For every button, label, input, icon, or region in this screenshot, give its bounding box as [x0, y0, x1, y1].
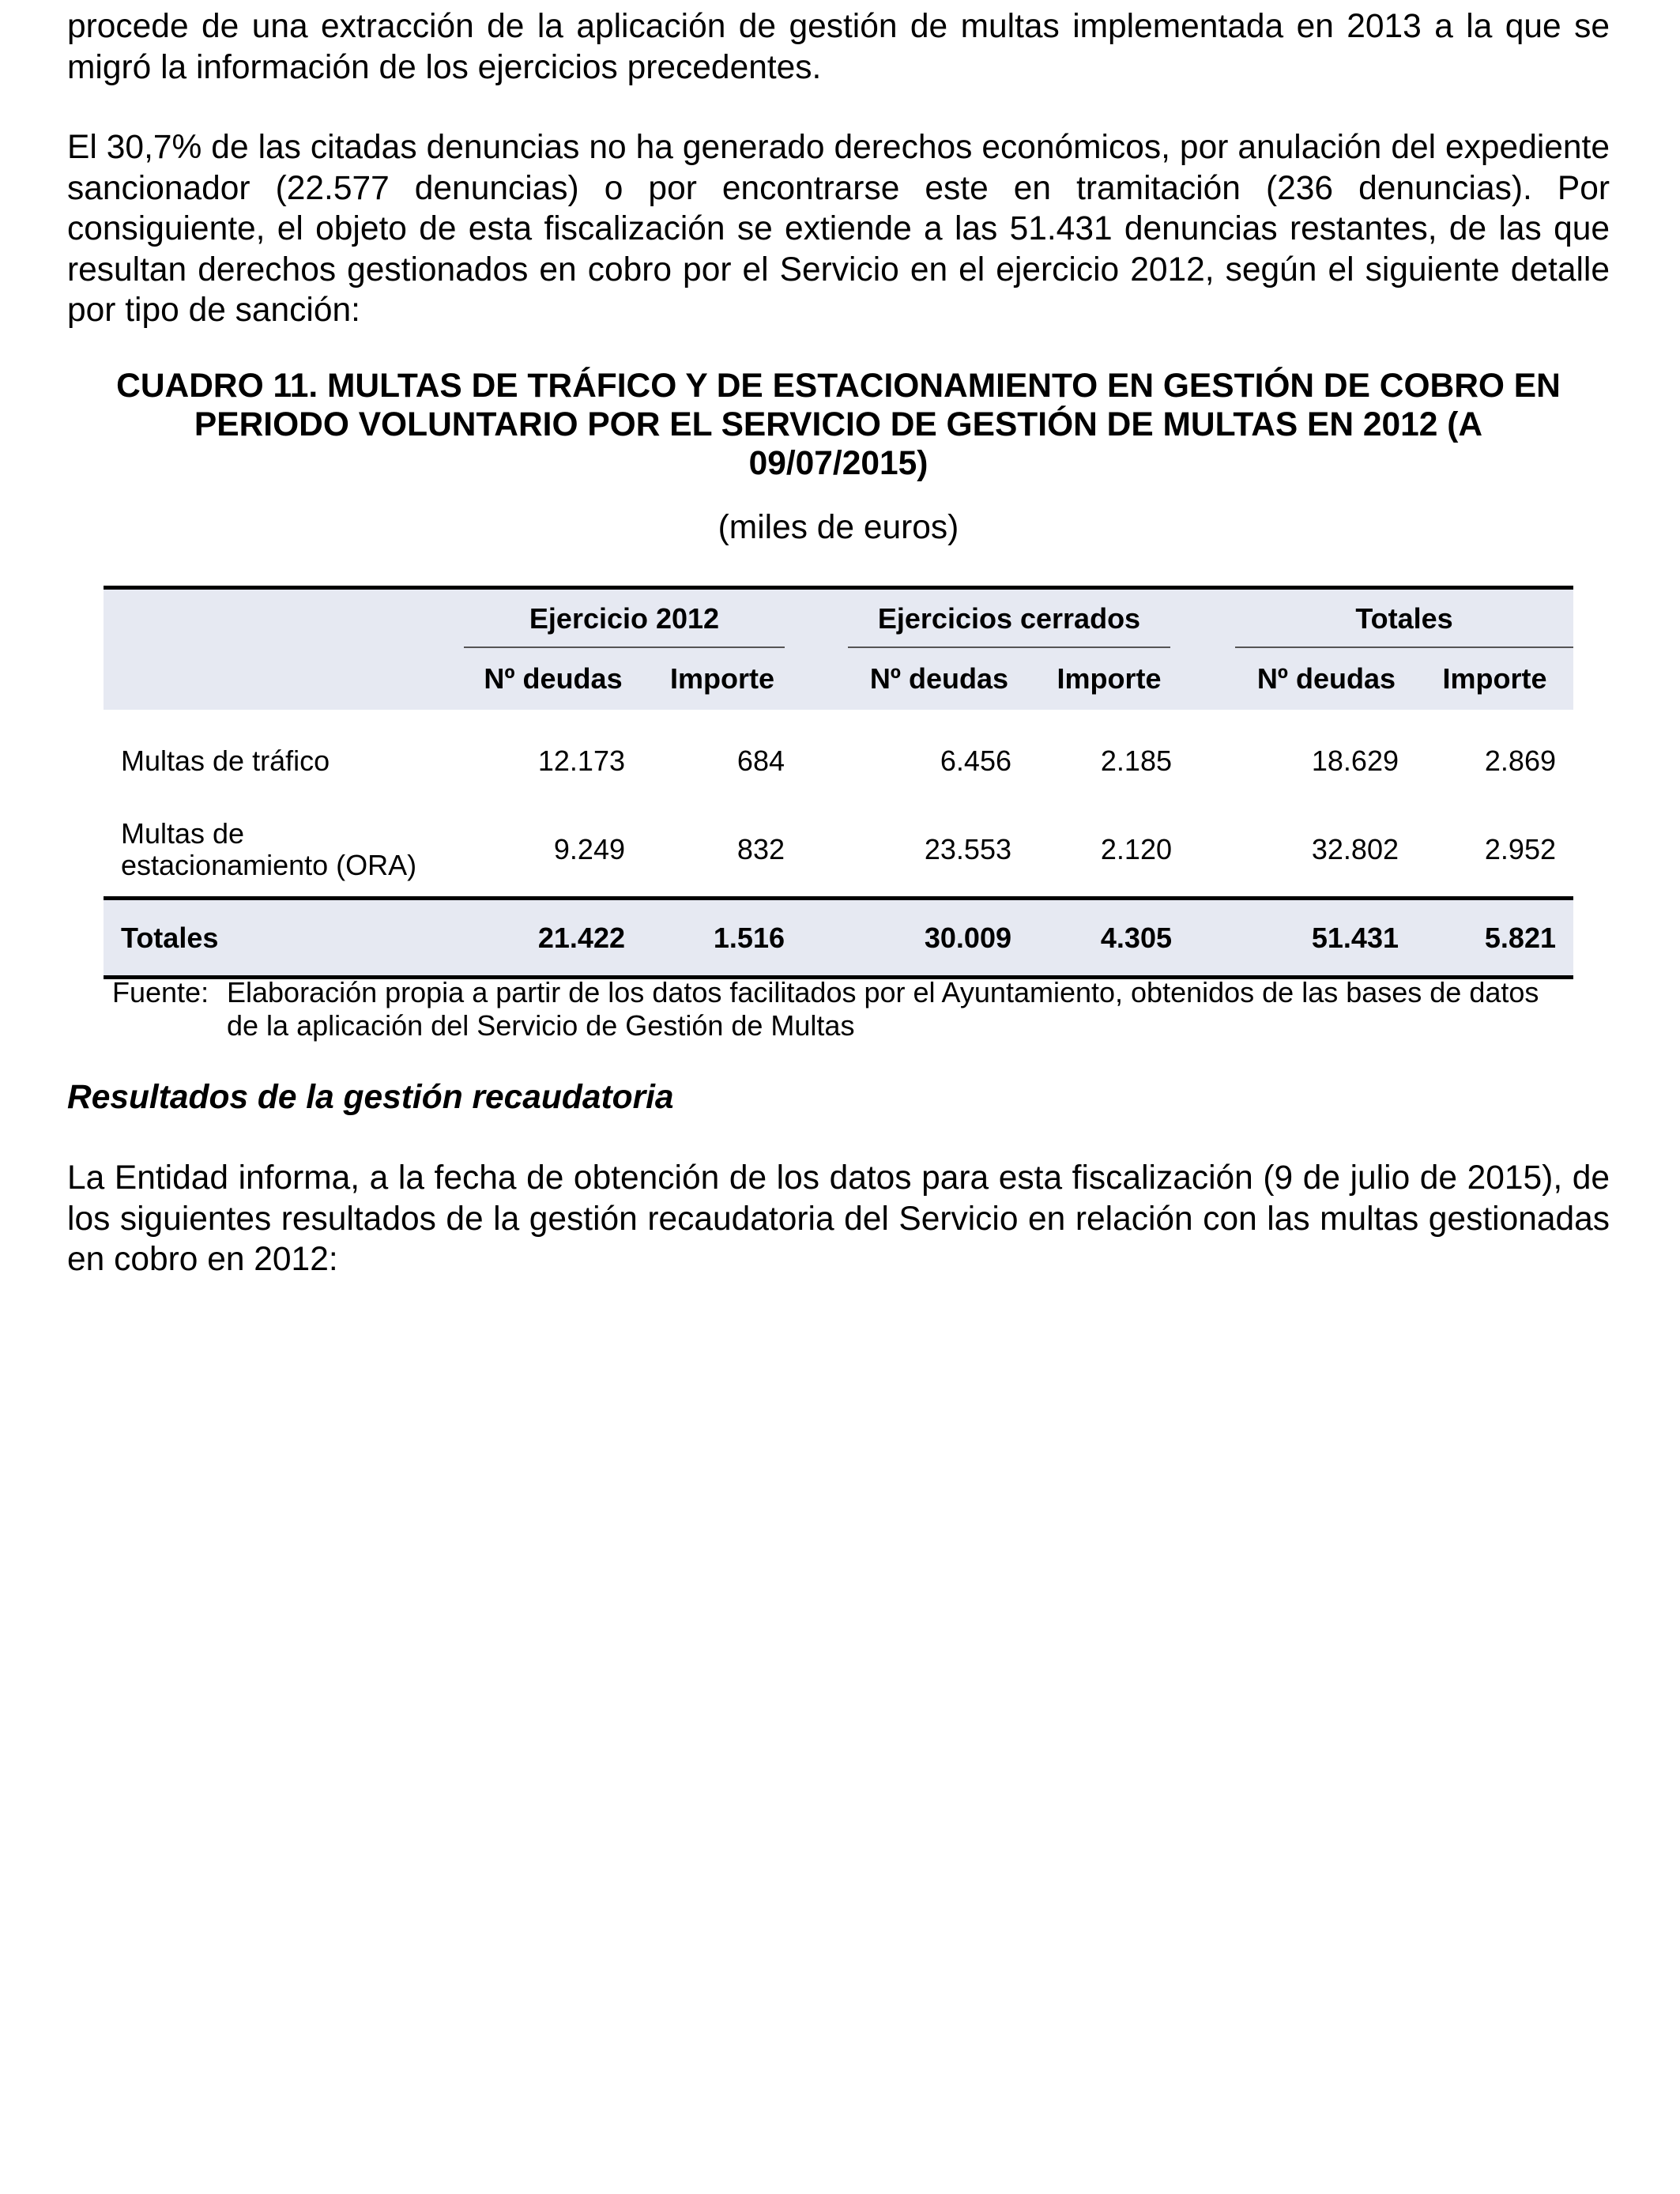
fines-table: [104, 586, 1573, 979]
source-label: Fuente:: [112, 976, 209, 1008]
group-header-ejercicio-2012-label: Ejercicio 2012: [464, 590, 785, 648]
group-header-ejercicios-cerrados-label: Ejercicios cerrados: [848, 590, 1170, 648]
total-n-deudas-totales: 51.431: [1189, 899, 1416, 978]
totals-label: Totales: [104, 899, 464, 978]
group-header-ejercicio-2012: [464, 588, 802, 649]
cell-importe-totales: 2.952: [1484, 833, 1556, 865]
total-importe-totales: 5.821: [1416, 899, 1573, 978]
group-header-ejercicios-cerrados: [802, 588, 1189, 649]
cell-n-deudas-cerrados: 6.456: [940, 745, 1011, 777]
intro-paragraph: procede de una extracción de la aplicación de gestión de multas implementada en 2013 a la que se migró la información de los ejercicios precedentes.: [67, 8, 1610, 86]
cell-importe-cerrados: 2.185: [1100, 745, 1172, 777]
subheader-n-deudas-2012: Nº deudas: [464, 648, 642, 710]
table-row: [104, 803, 1573, 899]
total-n-deudas-cerrados: 30.009: [802, 899, 1029, 978]
subheader-n-deudas-cerrados: Nº deudas: [802, 648, 1029, 710]
subheader-importe-cerrados: Importe: [1029, 648, 1189, 710]
fines-table-wrapper: [104, 586, 1573, 979]
table-corner-cell: [104, 588, 464, 649]
row-label-line-1: Multas de: [121, 817, 245, 850]
cell-n-deudas-totales: 18.629: [1311, 745, 1399, 777]
cell-n-deudas-cerrados: 23.553: [924, 833, 1011, 865]
source-text: Elaboración propia a partir de los datos facilitados por el Ayuntamiento, obtenidos de las bases de datos de la aplicación del Servicio de Gestión de Multas: [227, 976, 1539, 1042]
cell-n-deudas-2012: 9.249: [553, 833, 625, 865]
section-heading: Resultados de la gestión recaudatoria: [67, 1079, 674, 1116]
table-caption: [67, 367, 1610, 483]
table-group-header-row: [104, 588, 1573, 649]
row-label: Multas de tráfico: [121, 745, 330, 777]
cell-n-deudas-totales: 32.802: [1311, 833, 1399, 865]
table-units: (miles de euros): [718, 509, 959, 546]
results-paragraph: La Entidad informa, a la fecha de obtención de los datos para esta fiscalización (9 de julio de 2015), de los siguientes resultados de la gestión recaudatoria del Servicio en relación con las multas gestionadas en cobro en 2012:: [67, 1159, 1610, 1278]
table-row: [104, 710, 1573, 803]
subheader-importe-totales: Importe: [1416, 648, 1573, 710]
denuncias-paragraph: El 30,7% de las citadas denuncias no ha generado derechos económicos, por anulación del expediente sancionador (22.577 denuncias) o por encontrarse este en tramitación (236 denuncias). Por consiguiente, el objeto de esta fiscalización se extiende a las 51.431 denuncias restantes, de las que resultan derechos gestionados en cobro por el Servicio en el ejercicio 2012, según el siguiente detalle por tipo de sanción:: [67, 129, 1610, 329]
group-header-totales: [1189, 588, 1573, 649]
table-caption-line-1: CUADRO 11. MULTAS DE TRÁFICO Y DE ESTACIONAMIENTO EN GESTIÓN DE COBRO EN: [116, 368, 1561, 405]
row-label: [104, 803, 464, 899]
table-subheader-blank: [104, 648, 464, 710]
total-importe-cerrados: 4.305: [1029, 899, 1189, 978]
row-label-line-2: estacionamiento (ORA): [121, 849, 417, 881]
subheader-n-deudas-totales: Nº deudas: [1189, 648, 1416, 710]
cell-n-deudas-2012: 12.173: [537, 745, 625, 777]
subheader-importe-2012: Importe: [642, 648, 802, 710]
cell-importe-2012: 684: [736, 745, 785, 777]
table-caption-line-2: PERIODO VOLUNTARIO POR EL SERVICIO DE GESTIÓN DE MULTAS EN 2012 (A: [194, 406, 1483, 443]
total-n-deudas-2012: 21.422: [464, 899, 642, 978]
table-caption-line-3: 09/07/2015): [748, 445, 929, 482]
total-importe-2012: 1.516: [642, 899, 802, 978]
table-subheader-row: [104, 648, 1573, 710]
cell-importe-totales: 2.869: [1484, 745, 1556, 777]
group-header-totales-label: Totales: [1235, 590, 1573, 648]
table-totals-row: [104, 899, 1573, 978]
cell-importe-cerrados: 2.120: [1100, 833, 1172, 865]
cell-importe-2012: 832: [736, 833, 785, 865]
